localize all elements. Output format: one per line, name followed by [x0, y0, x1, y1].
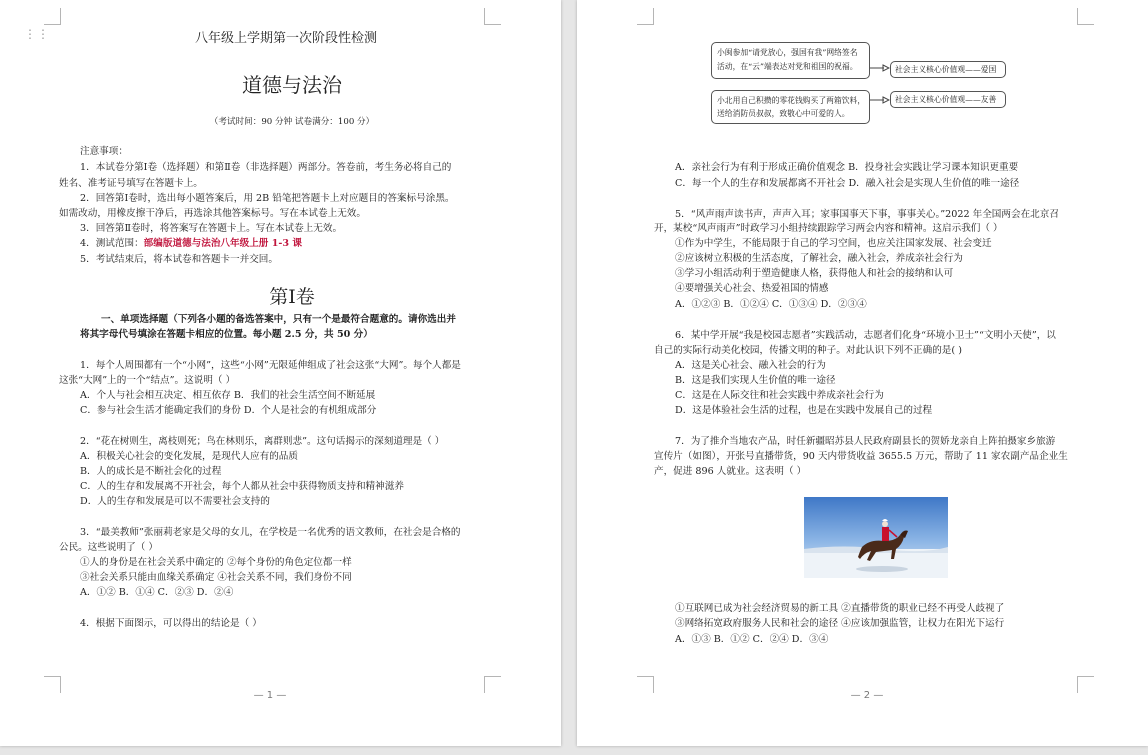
question-1-stem: 1．每个人周围都有一个“小网”，这些“小网”无限延伸组成了社会这张“大网”。每个人都是: [80, 360, 461, 371]
section-title: 第Ⅰ卷: [269, 286, 315, 308]
question-1-option: C．参与社会生活才能确定我们的身份 D．个人是社会的有机组成部分: [80, 405, 377, 416]
crop-mark: [1077, 8, 1094, 25]
note-line: 2．回答第Ⅰ卷时，选出每小题答案后，用 2B 铅笔把答题卡上对应题目的答案标号涂黑。: [80, 193, 455, 204]
note-line: 如需改动，用橡皮擦干净后，再选涂其他答案标号。写在本试卷上无效。: [59, 208, 366, 219]
page-2: [577, 0, 1148, 746]
note-line: 3．回答第Ⅱ卷时，将答案写在答题卡上。写在本试卷上无效。: [80, 223, 343, 234]
note-line: 1．本试卷分第Ⅰ卷（选择题）和第Ⅱ卷（非选择题）两部分。答卷前，考生务必将自己的: [80, 162, 452, 173]
question-6-option: B．这是我们实现人生价值的唯一途径: [675, 375, 836, 386]
section-instruction: 将其字母代号填涂在答题卡相应的位置。每小题 2.5 分，共 50 分）: [80, 329, 373, 340]
scenario-text: 活动，在“云”端表达对党和祖国的祝福。: [717, 62, 858, 71]
question-2-option: A．积极关心社会的变化发展，是现代人应有的品质: [80, 451, 298, 462]
question-7-stem: 7．为了推介当地农产品，时任新疆昭苏县人民政府副县长的贺娇龙亲自上阵拍摄家乡旅游: [675, 436, 1056, 447]
page-1: [0, 0, 561, 746]
question-6-option: A．这是关心社会、融入社会的行为: [675, 360, 826, 371]
question-4-option: A．亲社会行为有利于形成正确价值观念 B．投身社会实践让学习课本知识更重要: [675, 162, 1019, 173]
question-3-option: A．①② B．①④ C．②③ D．②④: [80, 587, 234, 598]
question-3-stem: 公民。这些说明了（ ）: [59, 542, 158, 553]
question-5-statement: ④要增强关心社会、热爱祖国的情感: [675, 283, 829, 294]
crop-mark: [44, 8, 61, 25]
question-5-stem: 5．“风声雨声读书声，声声入耳；家事国事天下事，事事关心。”2022 年全国两会在北京召: [675, 209, 1059, 220]
subject-title: 道德与法治: [242, 73, 342, 97]
scenario-box: [711, 42, 870, 79]
horse-rider-photo: [804, 497, 948, 578]
arrow-right-icon: [870, 64, 890, 72]
question-6-option: C．这是在人际交往和社会实践中养成亲社会行为: [675, 390, 884, 401]
question-7-option: A．①③ B．①② C．②④ D．③④: [675, 634, 829, 645]
question-2-stem: 2．“花在树则生，离枝则死；鸟在林则乐，离群则悲”。这句话揭示的深刻道理是（ ）: [80, 436, 445, 447]
question-7-stem: 产，促进 896 人就业。这表明（ ）: [654, 466, 807, 477]
question-6-stem: 6．某中学开展“我是校园志愿者”实践活动，志愿者们化身“环境小卫士”“文明小天使”，以: [675, 330, 1056, 341]
question-7-statement: ③网络拓宽政府服务人民和社会的途径 ④应该加强监管，让权力在阳光下运行: [675, 618, 1005, 629]
test-range: 部编版道德与法治八年级上册 1-3 课: [143, 238, 302, 249]
question-2-option: C．人的生存和发展离不开社会，每个人都从社会中获得物质支持和精神滋养: [80, 481, 404, 492]
result-box: 社会主义核心价值观——友善: [890, 91, 1006, 108]
question-5-stem: 开，某校“风声雨声”时政学习小组持续跟踪学习两会内容和精神。这启示我们（ ）: [654, 223, 1003, 234]
exam-header: 八年级上学期第一次阶段性检测: [194, 31, 377, 46]
crop-mark: [637, 8, 654, 25]
note-line: 姓名、准考证号填写在答题卡上。: [59, 178, 203, 189]
page-number: — 2 —: [850, 690, 884, 701]
note4-prefix: 4．测试范围：: [80, 238, 144, 249]
scenario-text: 小闽参加“请党放心，强国有我”网络签名: [717, 48, 858, 57]
question-3-stem: 3．“最美教师”张丽莉老家是父母的女儿，在学校是一名优秀的语文教师，在社会是合格的: [80, 527, 461, 538]
scenario-text: 小北用自己积攒的零花钱购买了两箱饮料，: [717, 96, 866, 105]
question-4-option: C．每一个人的生存和发展都离不开社会 D．融入社会是实现人生价值的唯一途径: [675, 178, 1020, 189]
question-1-stem: 这张“大网”上的一个“结点”。这说明（ ）: [59, 375, 236, 386]
question-7-stem: 宣传片（如图），开张号直播带货，90 天内带货收益 3655.5 万元，帮助了 11 家农副产品企业生: [654, 451, 1068, 462]
question-5-statement: ①作为中学生，不能局限于自己的学习空间，也应关注国家发展、社会变迁: [675, 238, 992, 249]
question-3-statement: ①人的身份是在社会关系中确定的 ②每个身份的角色定位都一样: [80, 557, 352, 568]
question-2-option: B．人的成长是不断社会化的过程: [80, 466, 222, 477]
exam-info: （考试时间：90 分钟 试卷满分：100 分）: [209, 117, 375, 127]
question-6-stem: 自己的实际行动美化校园，传播文明的种子。对此认识下列不正确的是( ): [654, 345, 962, 356]
question-7-statement: ①互联网已成为社会经济贸易的新工具 ②直播带货的职业已经不再受人歧视了: [675, 603, 1005, 614]
drag-handle-icon[interactable]: ⋮⋮: [24, 27, 50, 41]
question-2-option: D．人的生存和发展是可以不需要社会支持的: [80, 496, 270, 507]
section-instruction: 一、单项选择题（下列各小题的备选答案中，只有一个是最符合题意的。请你选出并: [101, 314, 456, 325]
scenario-box: [711, 90, 870, 124]
question-4-stem: 4．根据下面图示，可以得出的结论是（ ）: [80, 618, 262, 629]
question-1-option: A．个人与社会相互决定、相互依存 B．我们的社会生活空间不断延展: [80, 390, 376, 401]
question-5-option: A．①②③ B．①②④ C．①③④ D．②③④: [675, 299, 867, 310]
notes-title: 注意事项：: [80, 146, 128, 157]
note-line: [80, 237, 302, 250]
result-box: 社会主义核心价值观——爱国: [890, 61, 1006, 78]
question-5-statement: ③学习小组活动利于塑造健康人格，获得他人和社会的接纳和认可: [675, 268, 954, 279]
crop-mark: [484, 8, 501, 25]
question-5-statement: ②应该树立积极的生活态度，了解社会，融入社会，养成亲社会行为: [675, 253, 963, 264]
arrow-right-icon: [870, 96, 890, 104]
note-line: 5．考试结束后，将本试卷和答题卡一并交回。: [80, 254, 278, 265]
question-3-statement: ③社会关系只能由血缘关系确定 ④社会关系不同，我们身份不同: [80, 572, 352, 583]
scenario-text: 送给消防员叔叔，致敬心中可爱的人。: [717, 109, 850, 118]
question-6-option: D．这是体验社会生活的过程，也是在实践中发展自己的过程: [675, 405, 933, 416]
page-number: — 1 —: [253, 690, 287, 701]
